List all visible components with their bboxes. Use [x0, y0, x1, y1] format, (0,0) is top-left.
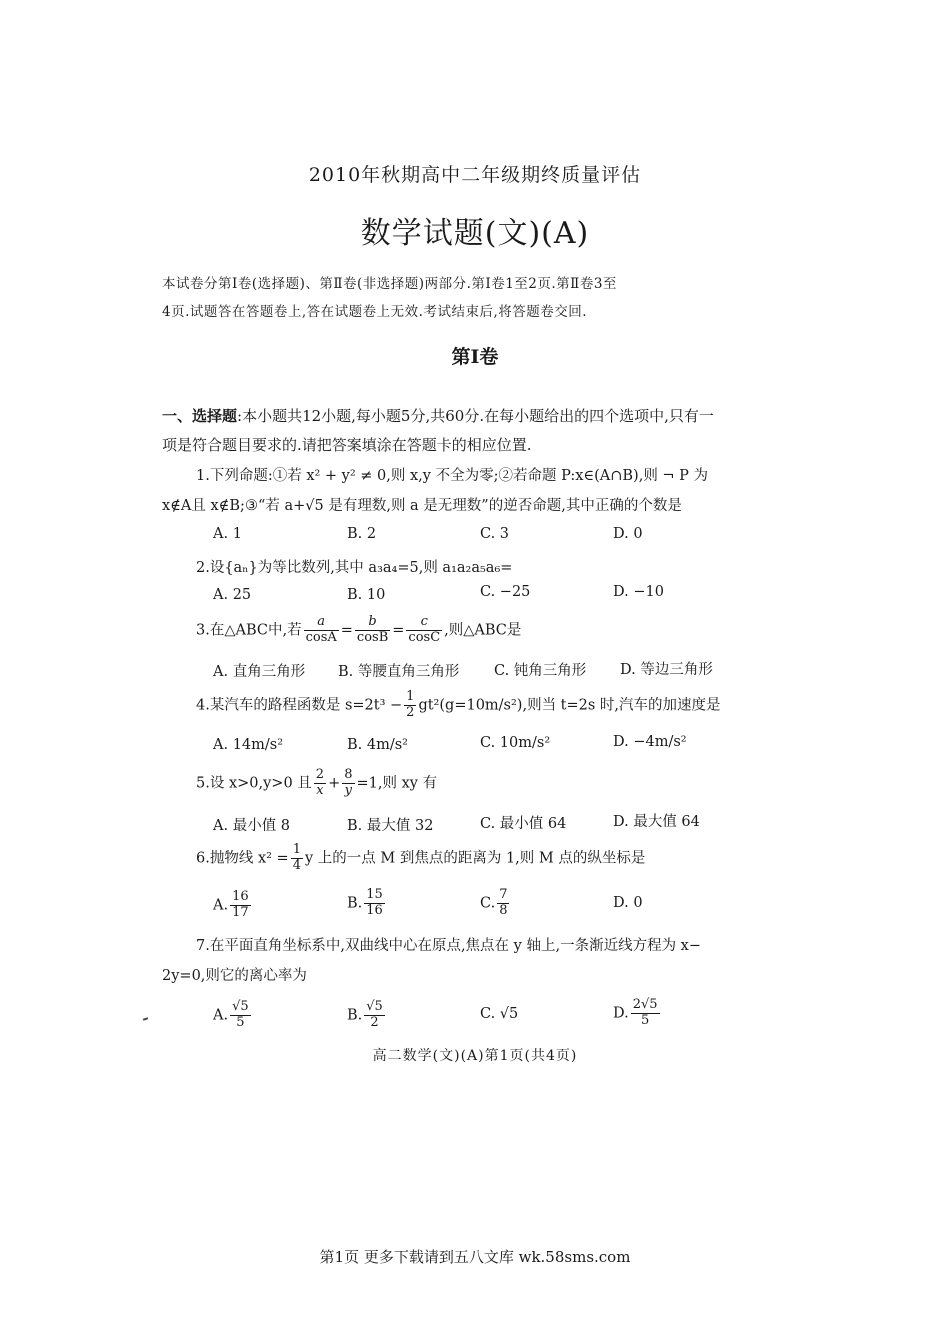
- q1-option-a: A. 1: [213, 526, 242, 542]
- q3-option-c: C. 钝角三角形: [494, 663, 587, 679]
- q5-prefix: 5.设 x>0,y>0 且: [196, 775, 312, 792]
- q2-option-c: C. −25: [480, 584, 531, 600]
- q5-suffix: =1,则 xy 有: [356, 775, 438, 792]
- q7-option-d: D. $\frac{2√5}{5}$: [613, 997, 658, 1028]
- q3-fraction-1: $\frac{a}{\cos A}$: [305, 614, 337, 645]
- q3-fraction-3: $\frac{c}{\cos C}$: [408, 614, 441, 645]
- q3-stem: 3.在△ABC中,若 $\frac{a}{\cos A}$ = $\frac{b}{\cos B}$ = $\frac{c}{\cos C}$ ,则△ABC是: [196, 614, 522, 645]
- q7-option-c: C. √5: [480, 1006, 519, 1022]
- q7-option-a: A. $\frac{√5}{5}$: [213, 999, 249, 1030]
- q1-line-2: x∉A且 x∉B;③“若 a+√5 是有理数,则 a 是无理数”的逆否命题,其中正确的个数是: [162, 498, 682, 514]
- q4-option-b: B. 4m/s²: [347, 737, 408, 753]
- q2-option-b: B. 10: [347, 587, 386, 603]
- q4-option-d: D. −4m/s²: [613, 734, 687, 750]
- q3-option-a: A. 直角三角形: [213, 664, 306, 680]
- intro-line-2: 4页.试题答在答题卷上,答在试题卷上无效.考试结束后,将答题卷交回.: [162, 304, 588, 320]
- q6-stem: [196, 843, 645, 874]
- q3-suffix: ,则△ABC是: [444, 622, 522, 639]
- q4-prefix: 4.某汽车的路程函数是 s=2t³ −: [196, 697, 403, 714]
- volume-heading: 第Ⅰ卷: [451, 346, 499, 368]
- q6-option-c: C. $\frac{7}{8}$: [480, 887, 508, 918]
- q6-prefix: 6.抛物线 x² =: [196, 850, 289, 867]
- q4-stem: [196, 690, 721, 721]
- q6-option-a: A. $\frac{16}{17}$: [213, 889, 249, 920]
- section-text: :本小题共12小题,每小题5分,共60分.在每小题给出的四个选项中,只有一: [237, 407, 714, 425]
- q4-suffix: gt²(g=10m/s²),则当 t=2s 时,汽车的加速度是: [418, 697, 721, 714]
- q6-suffix: y 上的一点 M 到焦点的距离为 1,则 M 点的纵坐标是: [304, 850, 646, 867]
- q2-stem: 2.设{aₙ}为等比数列,其中 a₃a₄=5,则 a₁a₂a₅a₆=: [196, 560, 513, 576]
- section-instructions-line-2: 项是符合题目要求的.请把答案填涂在答题卡的相应位置.: [162, 436, 532, 454]
- q3-prefix: 3.在△ABC中,若: [196, 622, 302, 639]
- q7-option-b: B. $\frac{√5}{2}$: [347, 999, 383, 1030]
- exam-header: 2010年秋期高中二年级期终质量评估: [308, 164, 642, 186]
- q5-option-d: D. 最大值 64: [613, 814, 700, 830]
- q2-option-d: D. −10: [613, 584, 664, 600]
- q3-option-b: B. 等腰直角三角形: [338, 664, 460, 680]
- q2-option-a: A. 25: [213, 587, 252, 603]
- q5-stem: 5.设 x>0,y>0 且 $\frac{2}{x}$ + $\frac{8}{y}$ =1,则 xy 有: [196, 767, 438, 798]
- q4-option-a: A. 14m/s²: [213, 737, 284, 753]
- scan-speck: [143, 1017, 148, 1021]
- intro-line-1: 本试卷分第Ⅰ卷(选择题)、第Ⅱ卷(非选择题)两部分.第Ⅰ卷1至2页.第Ⅱ卷3至: [162, 276, 617, 292]
- section-instructions-line-1: [162, 405, 714, 426]
- q1-line-1: 1.下列命题:①若 x² + y² ≠ 0,则 x,y 不全为零;②若命题 P:x∈(A∩B),则 ¬ P 为: [196, 468, 709, 484]
- q7-line-2: 2y=0,则它的离心率为: [162, 968, 307, 984]
- q1-option-c: C. 3: [480, 526, 510, 542]
- q5-option-c: C. 最小值 64: [480, 816, 567, 832]
- q4-fraction: $\frac{1}{2}$: [406, 689, 415, 720]
- q5-option-b: B. 最大值 32: [347, 818, 434, 834]
- q1-option-d: D. 0: [613, 526, 643, 542]
- q5-fraction-1: $\frac{2}{x}$: [315, 767, 325, 798]
- q3-fraction-2: $\frac{b}{\cos B}$: [356, 614, 389, 645]
- q5-option-a: A. 最小值 8: [213, 818, 291, 834]
- q4-option-c: C. 10m/s²: [480, 735, 551, 751]
- q6-option-b: B. $\frac{15}{16}$: [347, 887, 383, 918]
- exam-title: 数学试题(文)(A): [360, 216, 590, 251]
- q7-line-1: 7.在平面直角坐标系中,双曲线中心在原点,焦点在 y 轴上,一条渐近线方程为 x−: [196, 938, 702, 954]
- q6-fraction: $\frac{1}{4}$: [292, 842, 301, 873]
- q5-fraction-2: $\frac{8}{y}$: [344, 767, 353, 798]
- q3-option-d: D. 等边三角形: [620, 662, 713, 678]
- q6-option-d: D. 0: [613, 895, 643, 911]
- exam-page-footer: 高二数学(文)(A)第1页(共4页): [372, 1048, 578, 1064]
- q1-option-b: B. 2: [347, 526, 377, 542]
- download-footer: 第1页 更多下载请到五八文库 wk.58sms.com: [319, 1248, 631, 1266]
- section-label: 一、选择题: [162, 407, 238, 425]
